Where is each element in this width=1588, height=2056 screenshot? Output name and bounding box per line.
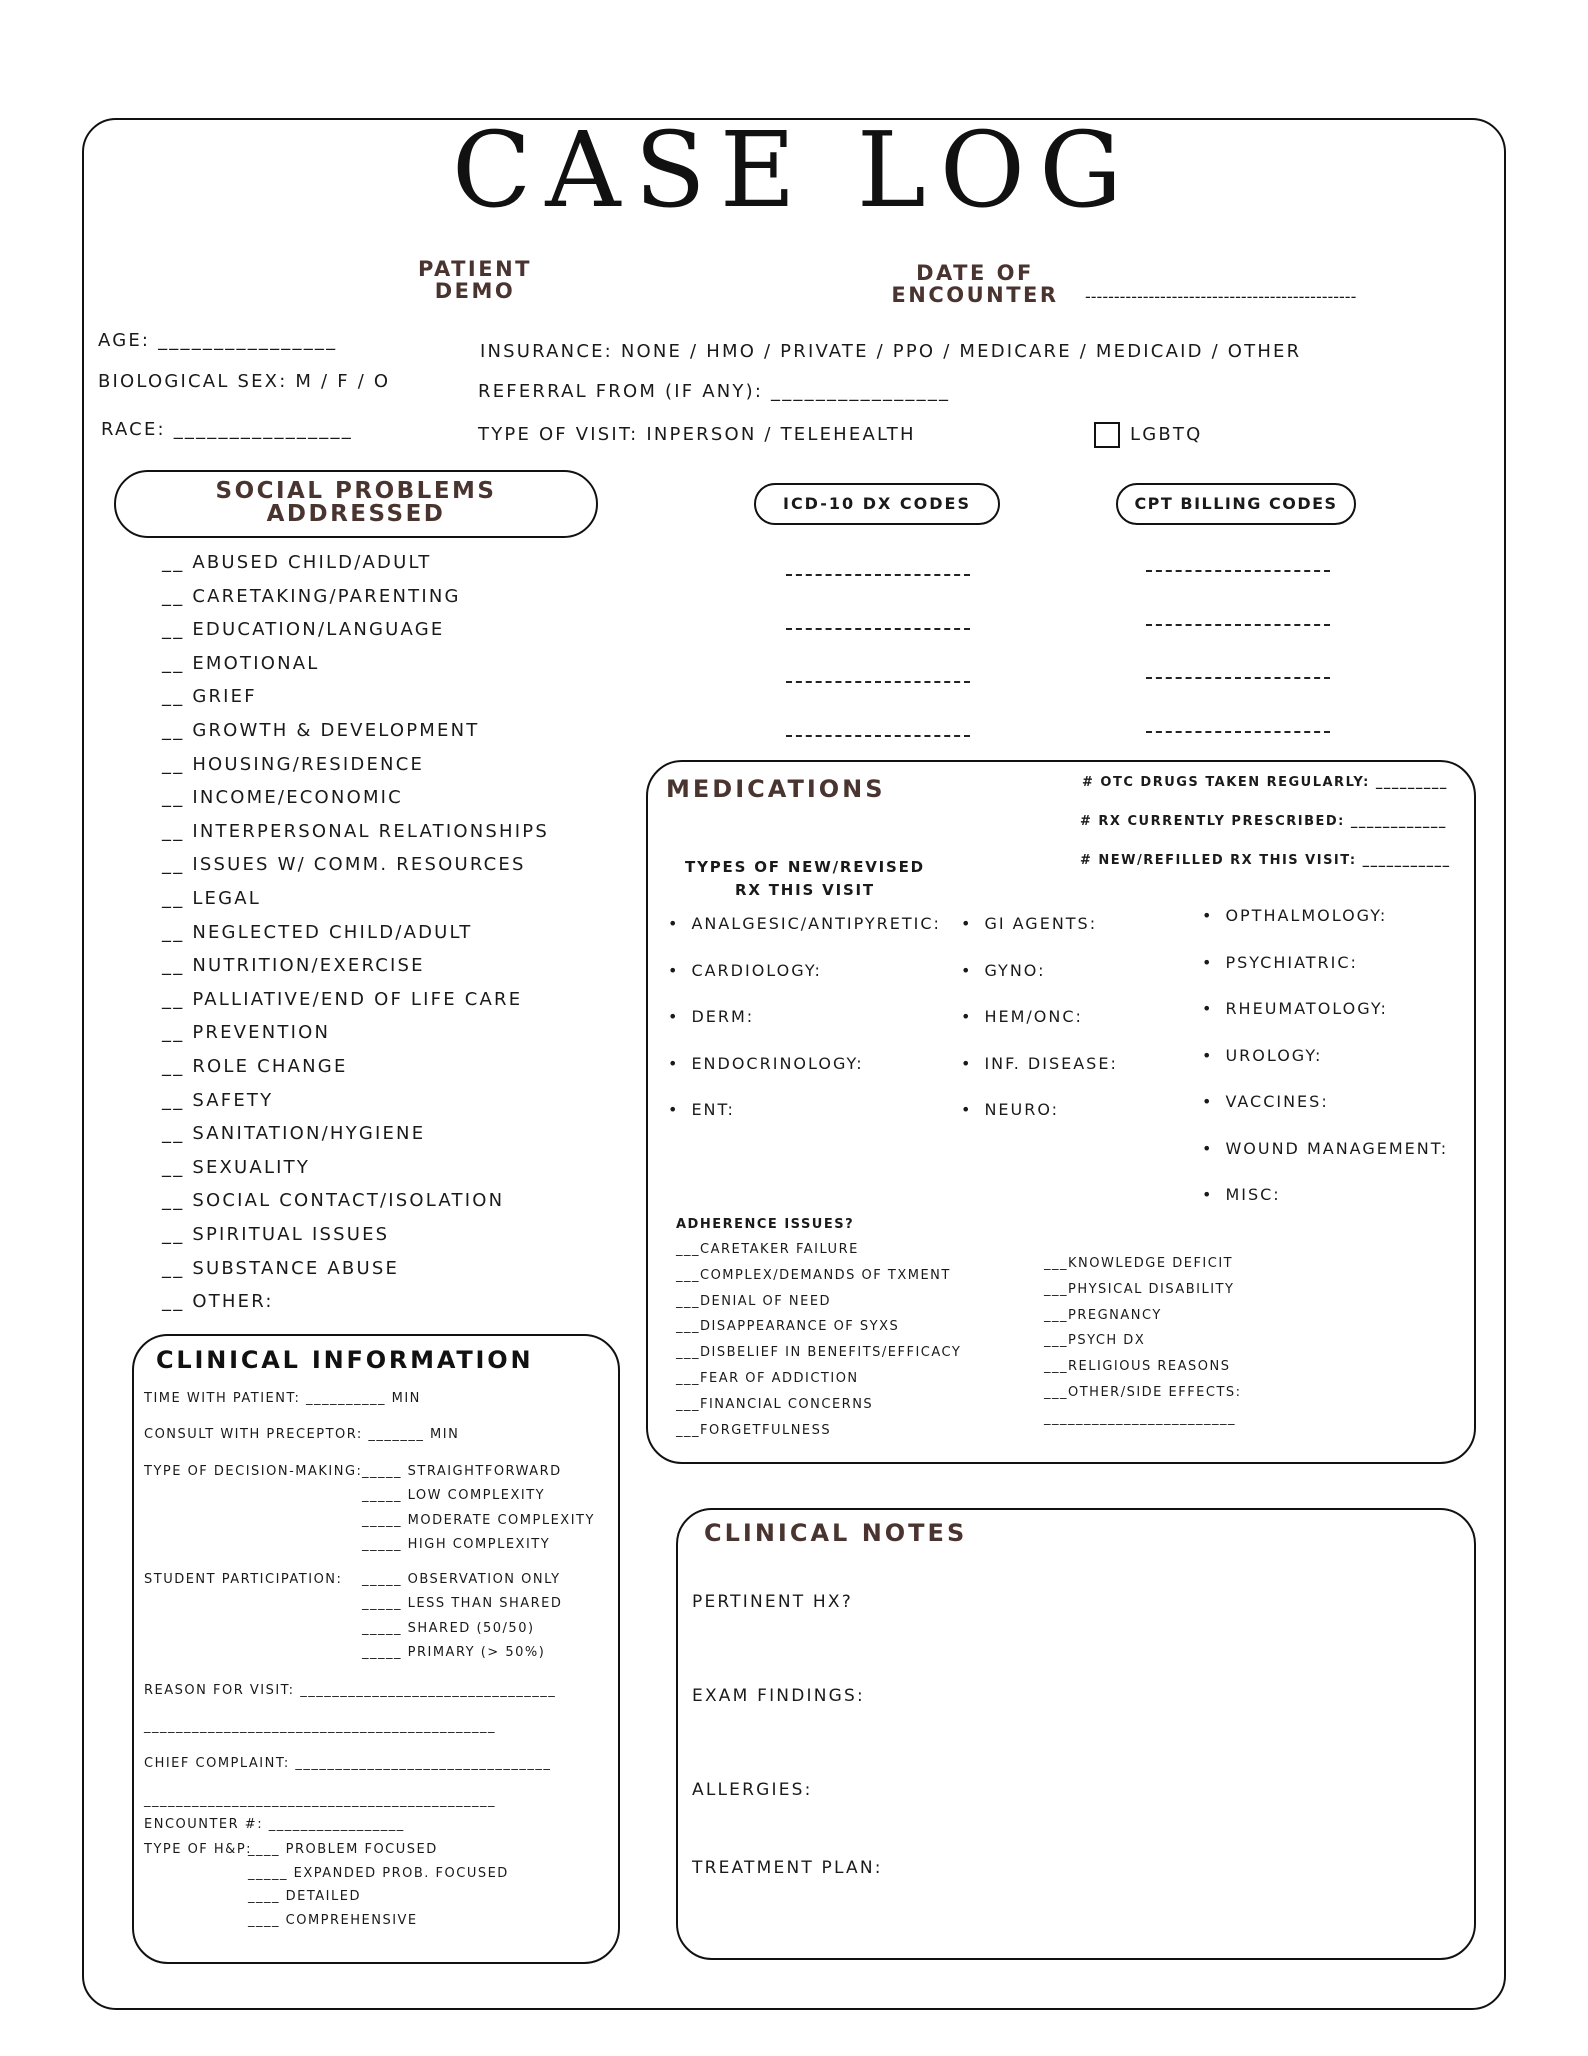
rx-type-item: • INF. DISEASE: xyxy=(961,1054,1118,1074)
rx-type-item: • HEM/ONC: xyxy=(961,1007,1083,1027)
patient-demo-line1: PATIENT xyxy=(418,257,532,281)
date-field[interactable]: ----------------------------------------------- xyxy=(1085,287,1357,306)
adherence-item[interactable]: ___COMPLEX/DEMANDS OF TXMENT xyxy=(676,1267,951,1283)
social-problem-item[interactable]: __ CARETAKING/PARENTING xyxy=(162,585,461,607)
age-field[interactable]: AGE: ________________ xyxy=(98,330,338,351)
decision-option[interactable]: _____ HIGH COMPLEXITY xyxy=(362,1536,551,1552)
social-problems-heading-line1: SOCIAL PROBLEMS xyxy=(215,478,497,504)
adherence-item[interactable]: ___PREGNANCY xyxy=(1044,1307,1162,1323)
rx-type-item: • ANALGESIC/ANTIPYRETIC: xyxy=(668,914,941,934)
social-problem-item[interactable]: __ PREVENTION xyxy=(162,1022,331,1044)
hp-option[interactable]: ____ PROBLEM FOCUSED xyxy=(248,1842,438,1857)
rx-types-heading xyxy=(680,856,930,902)
social-problem-item[interactable]: __ SOCIAL CONTACT/ISOLATION xyxy=(162,1190,505,1212)
reason-for-visit-line[interactable]: ____________________________________________ xyxy=(144,1719,496,1734)
lgbtq-checkbox[interactable] xyxy=(1094,422,1120,448)
adherence-item[interactable]: ___DISBELIEF IN BENEFITS/EFFICACY xyxy=(676,1345,962,1361)
adherence-item[interactable]: ___FINANCIAL CONCERNS xyxy=(676,1396,874,1412)
participation-option[interactable]: _____ SHARED (50/50) xyxy=(362,1620,535,1636)
social-problem-item[interactable]: __ NUTRITION/EXERCISE xyxy=(162,955,425,977)
cpt-code-field[interactable] xyxy=(1146,624,1330,626)
adherence-item[interactable]: ___RELIGIOUS REASONS xyxy=(1044,1359,1231,1375)
date-of-encounter-heading xyxy=(880,262,1070,306)
icd-codes-heading xyxy=(754,483,1000,525)
rx-type-item: • GI AGENTS: xyxy=(961,914,1097,934)
visit-type-field[interactable]: TYPE OF VISIT: INPERSON / TELEHEALTH xyxy=(478,424,916,445)
reason-for-visit-field[interactable]: REASON FOR VISIT: ________________________________ xyxy=(144,1683,557,1698)
icd-code-field[interactable] xyxy=(786,735,970,737)
rx-type-item: • DERM: xyxy=(668,1007,754,1027)
rx-types-heading-line1: TYPES OF NEW/REVISED xyxy=(685,858,925,876)
clinical-notes-heading: CLINICAL NOTES xyxy=(704,1519,968,1547)
rx-types-heading-line2: RX THIS VISIT xyxy=(735,881,875,899)
date-of-encounter-line2: ENCOUNTER xyxy=(891,283,1059,307)
decision-option[interactable]: _____ MODERATE COMPLEXITY xyxy=(362,1512,595,1528)
social-problem-item[interactable]: __ LEGAL xyxy=(162,888,262,909)
date-of-encounter-line1: DATE OF xyxy=(916,261,1034,285)
social-problem-item[interactable]: __ GROWTH & DEVELOPMENT xyxy=(162,720,480,741)
student-participation-label: STUDENT PARTICIPATION: xyxy=(144,1572,343,1587)
rx-type-item: • RHEUMATOLOGY: xyxy=(1202,999,1388,1019)
social-problem-item[interactable]: __ SAFETY xyxy=(162,1089,274,1111)
hp-option[interactable]: ____ COMPREHENSIVE xyxy=(248,1913,418,1929)
otc-drugs-field[interactable]: # OTC DRUGS TAKEN REGULARLY: _________ xyxy=(1082,775,1448,790)
adherence-item[interactable]: ___FEAR OF ADDICTION xyxy=(676,1371,859,1386)
participation-option[interactable]: _____ OBSERVATION ONLY xyxy=(362,1572,561,1587)
cpt-code-field[interactable] xyxy=(1146,677,1330,679)
adherence-item[interactable]: ___FORGETFULNESS xyxy=(676,1422,832,1438)
lgbtq-label: LGBTQ xyxy=(1130,424,1203,445)
adherence-item[interactable]: ___KNOWLEDGE DEFICIT xyxy=(1044,1256,1234,1271)
social-problem-item[interactable]: __ SPIRITUAL ISSUES xyxy=(162,1224,390,1245)
social-problem-item[interactable]: __ INCOME/ECONOMIC xyxy=(162,787,403,809)
adherence-heading: ADHERENCE ISSUES? xyxy=(676,1217,855,1232)
chief-complaint-field[interactable]: CHIEF COMPLAINT: ________________________________ xyxy=(144,1756,552,1771)
social-problem-item[interactable]: __ SUBSTANCE ABUSE xyxy=(162,1257,400,1279)
rx-type-item: • GYNO: xyxy=(961,961,1045,981)
social-problem-item[interactable]: __ EDUCATION/LANGUAGE xyxy=(162,619,445,641)
icd-code-field[interactable] xyxy=(786,574,970,576)
rx-type-item: • PSYCHIATRIC: xyxy=(1202,953,1358,973)
rx-type-item: • WOUND MANAGEMENT: xyxy=(1202,1139,1448,1159)
cpt-codes-heading-text: CPT BILLING CODES xyxy=(1134,494,1338,513)
pertinent-hx-field[interactable]: PERTINENT HX? xyxy=(692,1592,853,1612)
social-problem-item[interactable]: __ OTHER: xyxy=(162,1291,274,1313)
rx-current-field[interactable]: # RX CURRENTLY PRESCRIBED: ____________ xyxy=(1080,814,1447,829)
cpt-code-field[interactable] xyxy=(1146,570,1330,572)
participation-option[interactable]: _____ PRIMARY (> 50%) xyxy=(362,1644,546,1660)
adherence-item[interactable]: ___PHYSICAL DISABILITY xyxy=(1044,1281,1235,1297)
social-problems-heading xyxy=(114,470,598,538)
icd-codes-heading-text: ICD-10 DX CODES xyxy=(782,494,971,513)
adherence-item[interactable]: ________________________ xyxy=(1044,1410,1236,1426)
social-problem-item[interactable]: __ INTERPERSONAL RELATIONSHIPS xyxy=(162,820,549,842)
adherence-item[interactable]: ___OTHER/SIDE EFFECTS: xyxy=(1044,1385,1242,1400)
rx-type-item: • ENDOCRINOLOGY: xyxy=(668,1054,864,1074)
adherence-item[interactable]: ___PSYCH DX xyxy=(1044,1333,1146,1349)
medications-heading: MEDICATIONS xyxy=(666,775,886,803)
patient-demo-line2: DEMO xyxy=(434,279,516,303)
referral-field[interactable]: REFERRAL FROM (IF ANY): ________________ xyxy=(478,381,951,402)
participation-option[interactable]: _____ LESS THAN SHARED xyxy=(362,1596,563,1612)
clinical-notes-panel xyxy=(676,1508,1476,1960)
exam-findings-field[interactable]: EXAM FINDINGS: xyxy=(692,1686,865,1706)
sex-field[interactable]: BIOLOGICAL SEX: M / F / O xyxy=(98,371,391,392)
race-field[interactable]: RACE: ________________ xyxy=(101,419,353,440)
icd-code-field[interactable] xyxy=(786,628,970,630)
clinical-info-heading: CLINICAL INFORMATION xyxy=(156,1346,534,1374)
social-problems-heading-line2: ADDRESSED xyxy=(266,501,446,527)
encounter-number-field[interactable]: ENCOUNTER #: _________________ xyxy=(144,1817,405,1832)
social-problem-item[interactable]: __ PALLIATIVE/END OF LIFE CARE xyxy=(162,988,523,1010)
page-title: CASE LOG xyxy=(451,109,1137,231)
social-problem-item[interactable]: __ ABUSED CHILD/ADULT xyxy=(162,552,432,573)
rx-type-item: • NEURO: xyxy=(961,1100,1059,1120)
decision-option[interactable]: _____ STRAIGHTFORWARD xyxy=(362,1464,562,1479)
decision-option[interactable]: _____ LOW COMPLEXITY xyxy=(362,1488,546,1504)
social-problem-item[interactable]: __ SEXUALITY xyxy=(162,1156,311,1178)
hp-type-label: TYPE OF H&P: xyxy=(144,1842,253,1857)
social-problem-item[interactable]: __ SANITATION/HYGIENE xyxy=(162,1123,426,1145)
adherence-item[interactable]: ___DENIAL OF NEED xyxy=(676,1293,832,1309)
rx-type-item: • CARDIOLOGY: xyxy=(668,961,822,981)
social-problem-item[interactable]: __ ROLE CHANGE xyxy=(162,1056,348,1077)
icd-code-field[interactable] xyxy=(786,681,970,683)
social-problem-item[interactable]: __ NEGLECTED CHILD/ADULT xyxy=(162,921,473,943)
social-problem-item[interactable]: __ GRIEF xyxy=(162,686,257,708)
rx-type-item: • VACCINES: xyxy=(1202,1092,1329,1112)
chief-complaint-line[interactable]: ____________________________________________ xyxy=(144,1793,496,1808)
hp-option[interactable]: ____ DETAILED xyxy=(248,1889,361,1905)
social-problem-item[interactable]: __ ISSUES W/ COMM. RESOURCES xyxy=(162,854,526,876)
social-problems-list xyxy=(162,552,562,1312)
rx-type-item: • ENT: xyxy=(668,1100,735,1120)
rx-type-item: • OPTHALMOLOGY: xyxy=(1202,906,1387,926)
adherence-item[interactable]: ___DISAPPEARANCE OF SYXS xyxy=(676,1319,900,1335)
decision-making-label: TYPE OF DECISION-MAKING: xyxy=(144,1464,363,1479)
consult-preceptor-field[interactable]: CONSULT WITH PRECEPTOR: _______ MIN xyxy=(144,1427,460,1442)
cpt-codes-heading xyxy=(1116,483,1356,525)
cpt-code-field[interactable] xyxy=(1146,731,1330,733)
social-problem-item[interactable]: __ EMOTIONAL xyxy=(162,652,320,674)
rx-type-item: • UROLOGY: xyxy=(1202,1046,1322,1066)
rx-type-item: • MISC: xyxy=(1202,1185,1281,1205)
hp-option[interactable]: _____ EXPANDED PROB. FOCUSED xyxy=(248,1865,509,1881)
adherence-item[interactable]: ___CARETAKER FAILURE xyxy=(676,1242,859,1257)
rx-new-field[interactable]: # NEW/REFILLED RX THIS VISIT: ___________ xyxy=(1080,853,1451,868)
insurance-field[interactable]: INSURANCE: NONE / HMO / PRIVATE / PPO / MEDICARE / MEDICAID / OTHER xyxy=(480,341,1302,362)
patient-demo-heading xyxy=(400,258,550,302)
allergies-field[interactable]: ALLERGIES: xyxy=(692,1780,813,1800)
treatment-plan-field[interactable]: TREATMENT PLAN: xyxy=(692,1858,883,1878)
time-with-patient-field[interactable]: TIME WITH PATIENT: __________ MIN xyxy=(144,1391,421,1406)
social-problem-item[interactable]: __ HOUSING/RESIDENCE xyxy=(162,753,425,775)
